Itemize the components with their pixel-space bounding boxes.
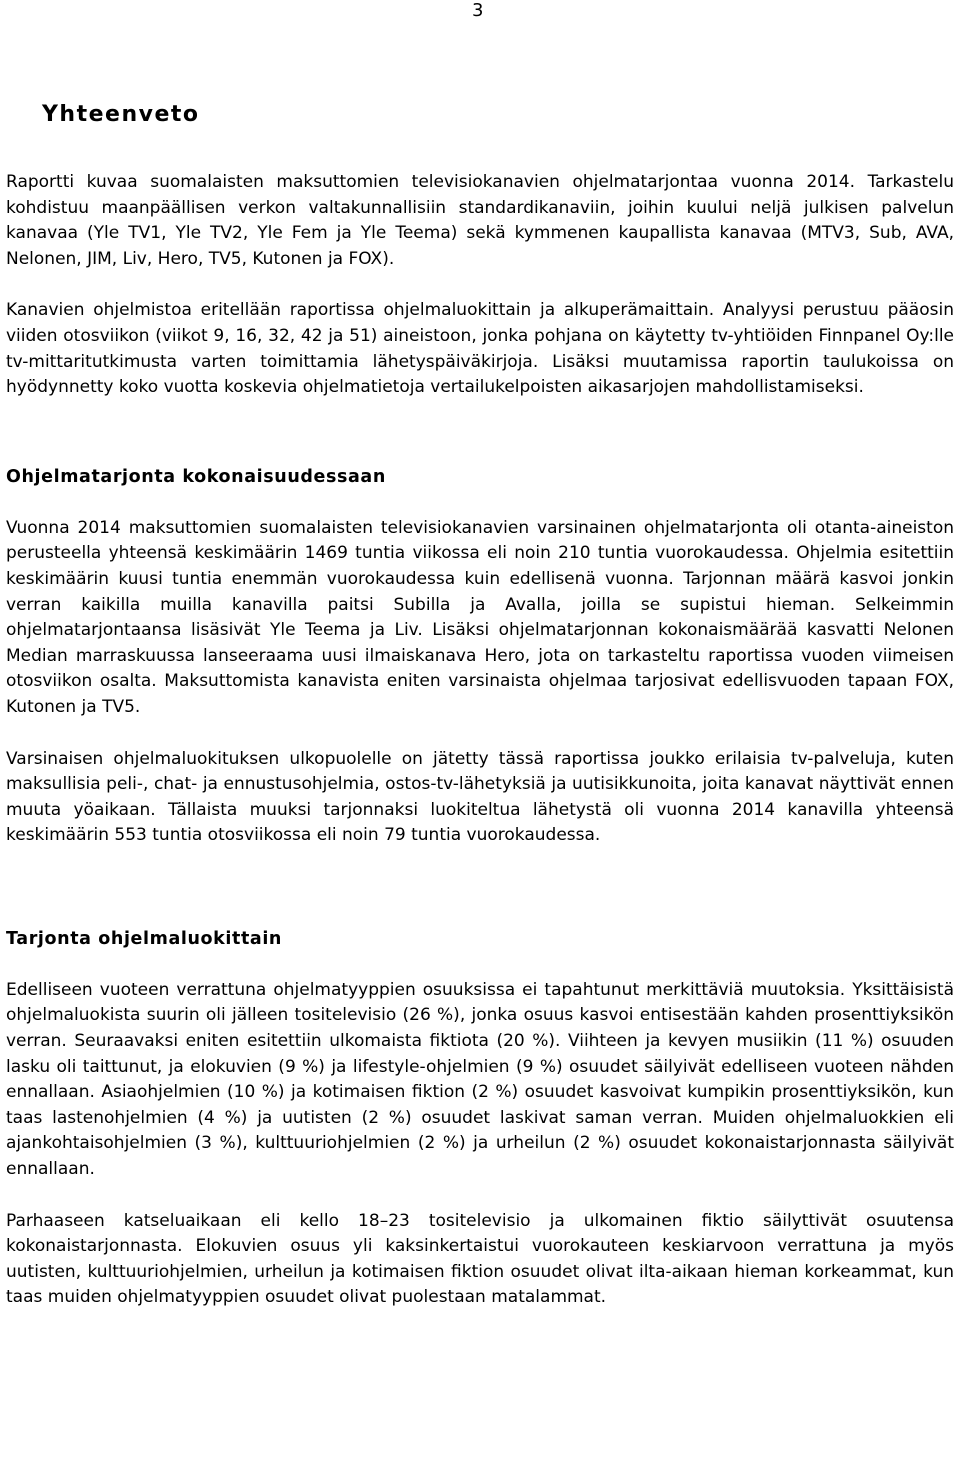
page-number: 3	[472, 0, 484, 21]
section1-paragraph-2: Varsinaisen ohjelmaluokituksen ulkopuolelle on jätetty tässä raportissa joukko erilaisia tv-palveluja, kuten maksullisia peli-, chat- ja ennustusohjelmia, ostos-tv-lähetyksiä ja uutisikkunoita, joita kanavat näyttivät ennen muuta yöaikaan. Tällaista muuksi tarjonnaksi luokiteltua lähetystä oli vuonna 2014 kanavilla yhteensä keskimäärin 553 tuntia otosviikossa eli noin 79 tuntia vuorokaudessa.	[6, 748, 954, 846]
section2-paragraph-1: Edelliseen vuoteen verrattuna ohjelmatyyppien osuuksissa ei tapahtunut merkittäviä muutoksia. Yksittäisistä ohjelmaluokista suurin oli jälleen tositelevisio (26 %), jonka osuus kasvoi entisestään kahden prosenttiyksikön verran. Seuraavaksi eniten esitettiin ulkomaista fiktiota (20 %). Viihteen ja kevyen musiikin (11 %) osuuden lasku oli taittunut, ja elokuvien (9 %) ja lifestyle-ohjelmien (9 %) osuudet säilyivät edelliseen vuoteen nähden ennallaan. Asiaohjelmien (10 %) ja kotimaisen fiktion (2 %) osuudet kasvoivat kumpikin prosenttiyksikön, kun taas lastenohjelmien (4 %) ja uutisten (2 %) osuudet laskivat saman verran. Muiden ohjelmaluokkien eli ajankohtaisohjelmien (3 %), kulttuuriohjelmien (2 %) ja urheilun (2 %) osuudet kokonaistarjonnasta säilyivät ennallaan.	[6, 979, 954, 1180]
section-heading-programming-total: Ohjelmatarjonta kokonaisuudessaan	[6, 466, 386, 487]
section2-paragraph-2: Parhaaseen katseluaikaan eli kello 18–23 tositelevisio ja ulkomainen fiktio säilyttivät osuutensa kokonaistarjonnasta. Elokuvien osuus yli kaksinkertaistui vuorokauteen keskiarvoon verrattuna ja myös uutisten, kulttuuriohjelmien, urheilun ja kotimaisen fiktion osuudet olivat ilta-aikaan hieman korkeammat, kun taas muiden ohjelmatyyppien osuudet olivat puolestaan matalammat.	[6, 1210, 954, 1308]
intro-paragraph-2: Kanavien ohjelmistoa eritellään raportissa ohjelmaluokittain ja alkuperämaittain. Analyysi perustuu pääosin viiden otosviikon (viikot 9, 16, 32, 42 ja 51) aineistoon, jonka pohjana on käytetty tv-yhtiöiden Finnpanel Oy:lle tv-mittaritutkimusta varten toimittamia lähetyspäiväkirjoja. Lisäksi muutamissa raportin taulukoissa on hyödynnetty koko vuotta koskevia ohjelmatietoja vertailukelpoisten aikasarjojen mahdollistamiseksi.	[6, 300, 954, 398]
page-title: Yhteenveto	[42, 102, 200, 127]
document-body	[6, 98, 954, 1311]
section-heading-by-category: Tarjonta ohjelmaluokittain	[6, 928, 282, 949]
intro-paragraph-1: Raportti kuvaa suomalaisten maksuttomien televisiokanavien ohjelmatarjontaa vuonna 2014. Tarkastelu kohdistuu maanpäällisen verkon valtakunnallisiin standardikanaviin, joihin kuului neljä julkisen palvelun kanavaa (Yle TV1, Yle TV2, Yle Fem ja Yle Teema) sekä kymmenen kaupallista kanavaa (MTV3, Sub, AVA, Nelonen, JIM, Liv, Hero, TV5, Kutonen ja FOX).	[6, 172, 954, 269]
section1-paragraph-1: Vuonna 2014 maksuttomien suomalaisten televisiokanavien varsinainen ohjelmatarjonta oli otanta-aineiston perusteella yhteensä keskimäärin 1469 tuntia viikossa eli noin 210 tuntia vuorokaudessa. Ohjelmia esitettiin keskimäärin kuusi tuntia enemmän vuorokaudessa kuin edellisenä vuonna. Tarjonnan määrä kasvoi jonkin verran kaikilla muilla kanavilla paitsi Subilla ja Avalla, joilla se supistui hieman. Selkeimmin ohjelmatarjontaansa lisäsivät Yle Teema ja Liv. Lisäksi ohjelmatarjonnan kokonaismäärää kasvatti Nelonen Median marraskuussa lanseeraama uusi ilmaiskanava Hero, jota on tarkasteltu raportissa vuoden viimeisen otosviikon osalta. Maksuttomista kanavista eniten varsinaista ohjelmaa tarjosivat edellisvuoden tapaan FOX, Kutonen ja TV5.	[6, 517, 954, 717]
